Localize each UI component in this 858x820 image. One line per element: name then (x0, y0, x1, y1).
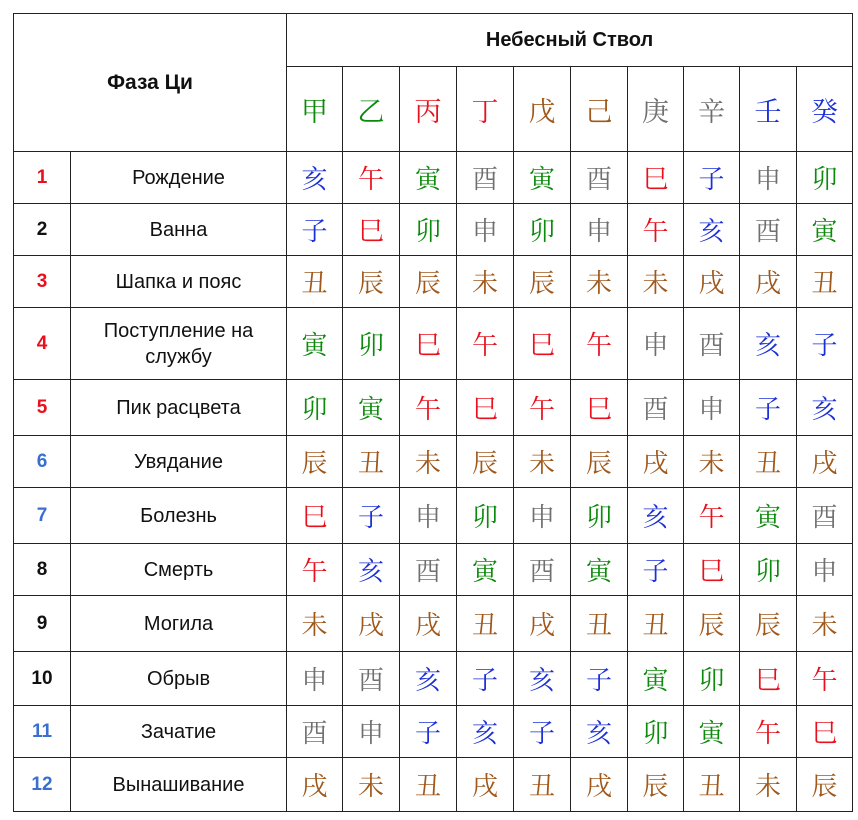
branch-cell: 申 (628, 308, 684, 380)
branch-cell: 子 (628, 544, 684, 596)
branch-cell: 申 (571, 204, 628, 256)
stem-cell: 壬 (740, 67, 797, 152)
branch-cell: 卯 (740, 544, 797, 596)
branch-cell: 戌 (684, 256, 740, 308)
branch-cell: 午 (287, 544, 343, 596)
branch-cell: 子 (571, 652, 628, 706)
branch-cell: 亥 (343, 544, 400, 596)
branch-cell: 子 (400, 706, 457, 758)
branch-cell: 卯 (571, 488, 628, 544)
branch-cell: 戌 (514, 596, 571, 652)
branch-cell: 巳 (343, 204, 400, 256)
stem-cell: 庚 (628, 67, 684, 152)
branch-cell: 巳 (457, 380, 514, 436)
heavenly-stem-header: Небесный Ствол (287, 14, 853, 67)
branch-cell: 辰 (343, 256, 400, 308)
branch-cell: 酉 (740, 204, 797, 256)
branch-cell: 午 (628, 204, 684, 256)
table-row (14, 380, 853, 436)
branch-cell: 巳 (287, 488, 343, 544)
phase-name: Смерть (71, 544, 287, 596)
table-row (14, 204, 853, 256)
branch-cell: 巳 (740, 652, 797, 706)
phase-name: Пик расцвета (71, 380, 287, 436)
branch-cell: 巳 (400, 308, 457, 380)
branch-cell: 戌 (571, 758, 628, 812)
branch-cell: 卯 (684, 652, 740, 706)
branch-cell: 午 (343, 152, 400, 204)
branch-cell: 子 (797, 308, 853, 380)
phase-name: Ванна (71, 204, 287, 256)
branch-cell: 子 (343, 488, 400, 544)
phase-number: 12 (14, 758, 71, 812)
branch-cell: 戌 (628, 436, 684, 488)
table-row (14, 596, 853, 652)
stem-cell: 甲 (287, 67, 343, 152)
branch-cell: 午 (514, 380, 571, 436)
branch-cell: 丑 (343, 436, 400, 488)
phase-name: Шапка и пояс (71, 256, 287, 308)
branch-cell: 亥 (740, 308, 797, 380)
branch-cell: 卯 (400, 204, 457, 256)
branch-cell: 辰 (457, 436, 514, 488)
branch-cell: 酉 (287, 706, 343, 758)
branch-cell: 子 (287, 204, 343, 256)
branch-cell: 亥 (571, 706, 628, 758)
branch-cell: 亥 (797, 380, 853, 436)
branch-cell: 辰 (571, 436, 628, 488)
phase-number: 4 (14, 308, 71, 380)
table-row (14, 308, 853, 380)
branch-cell: 亥 (457, 706, 514, 758)
branch-cell: 寅 (400, 152, 457, 204)
table-row (14, 256, 853, 308)
stem-cell: 辛 (684, 67, 740, 152)
branch-cell: 丑 (628, 596, 684, 652)
branch-cell: 亥 (400, 652, 457, 706)
branch-cell: 未 (740, 758, 797, 812)
branch-cell: 子 (514, 706, 571, 758)
branch-cell: 卯 (628, 706, 684, 758)
branch-cell: 辰 (514, 256, 571, 308)
branch-cell: 酉 (457, 152, 514, 204)
branch-cell: 酉 (514, 544, 571, 596)
branch-cell: 酉 (797, 488, 853, 544)
branch-cell: 巳 (571, 380, 628, 436)
branch-cell: 寅 (740, 488, 797, 544)
branch-cell: 丑 (571, 596, 628, 652)
branch-cell: 戌 (343, 596, 400, 652)
branch-cell: 午 (457, 308, 514, 380)
table-row (14, 544, 853, 596)
branch-cell: 卯 (797, 152, 853, 204)
branch-cell: 午 (740, 706, 797, 758)
branch-cell: 丑 (740, 436, 797, 488)
branch-cell: 申 (287, 652, 343, 706)
phase-name: Поступление на службу (71, 308, 287, 380)
branch-cell: 丑 (514, 758, 571, 812)
branch-cell: 未 (514, 436, 571, 488)
branch-cell: 寅 (343, 380, 400, 436)
branch-cell: 卯 (343, 308, 400, 380)
stem-cell: 癸 (797, 67, 853, 152)
branch-cell: 巳 (684, 544, 740, 596)
branch-cell: 亥 (287, 152, 343, 204)
branch-cell: 寅 (684, 706, 740, 758)
branch-cell: 申 (740, 152, 797, 204)
branch-cell: 亥 (684, 204, 740, 256)
branch-cell: 卯 (514, 204, 571, 256)
table-row (14, 436, 853, 488)
phase-number: 1 (14, 152, 71, 204)
table-row (14, 152, 853, 204)
phase-number: 3 (14, 256, 71, 308)
branch-cell: 寅 (287, 308, 343, 380)
branch-cell: 巳 (628, 152, 684, 204)
branch-cell: 子 (457, 652, 514, 706)
branch-cell: 申 (343, 706, 400, 758)
phase-number: 11 (14, 706, 71, 758)
branch-cell: 未 (684, 436, 740, 488)
table-row (14, 758, 853, 812)
branch-cell: 申 (400, 488, 457, 544)
phase-name: Обрыв (71, 652, 287, 706)
branch-cell: 辰 (684, 596, 740, 652)
branch-cell: 午 (571, 308, 628, 380)
branch-cell: 丑 (797, 256, 853, 308)
branch-cell: 酉 (343, 652, 400, 706)
branch-cell: 寅 (514, 152, 571, 204)
branch-cell: 申 (797, 544, 853, 596)
phase-header: Фаза Ци (14, 14, 287, 152)
branch-cell: 申 (684, 380, 740, 436)
phase-number: 2 (14, 204, 71, 256)
branch-cell: 巳 (514, 308, 571, 380)
phase-number: 6 (14, 436, 71, 488)
branch-cell: 申 (457, 204, 514, 256)
phase-number: 7 (14, 488, 71, 544)
phase-number: 5 (14, 380, 71, 436)
branch-cell: 子 (740, 380, 797, 436)
branch-cell: 未 (628, 256, 684, 308)
table-row (14, 488, 853, 544)
stem-cell: 乙 (343, 67, 400, 152)
branch-cell: 丑 (287, 256, 343, 308)
branch-cell: 未 (797, 596, 853, 652)
branch-cell: 酉 (571, 152, 628, 204)
phase-name: Увядание (71, 436, 287, 488)
branch-cell: 未 (287, 596, 343, 652)
stem-cell: 戊 (514, 67, 571, 152)
branch-cell: 未 (571, 256, 628, 308)
phase-name: Болезнь (71, 488, 287, 544)
branch-cell: 辰 (287, 436, 343, 488)
branch-cell: 辰 (740, 596, 797, 652)
branch-cell: 寅 (797, 204, 853, 256)
branch-cell: 寅 (571, 544, 628, 596)
branch-cell: 辰 (628, 758, 684, 812)
branch-cell: 寅 (628, 652, 684, 706)
branch-cell: 戌 (400, 596, 457, 652)
branch-cell: 酉 (400, 544, 457, 596)
phase-number: 10 (14, 652, 71, 706)
branch-cell: 未 (457, 256, 514, 308)
stem-cell: 丁 (457, 67, 514, 152)
branch-cell: 丑 (457, 596, 514, 652)
branch-cell: 丑 (684, 758, 740, 812)
branch-cell: 戌 (457, 758, 514, 812)
branch-cell: 戌 (797, 436, 853, 488)
table-row (14, 652, 853, 706)
stem-cell: 己 (571, 67, 628, 152)
branch-cell: 戌 (287, 758, 343, 812)
branch-cell: 午 (400, 380, 457, 436)
stem-cell: 丙 (400, 67, 457, 152)
branch-cell: 亥 (628, 488, 684, 544)
branch-cell: 巳 (797, 706, 853, 758)
branch-cell: 丑 (400, 758, 457, 812)
branch-cell: 卯 (457, 488, 514, 544)
branch-cell: 寅 (457, 544, 514, 596)
table-row (14, 706, 853, 758)
branch-cell: 午 (797, 652, 853, 706)
branch-cell: 戌 (740, 256, 797, 308)
branch-cell: 辰 (400, 256, 457, 308)
phase-name: Вынашивание (71, 758, 287, 812)
phase-number: 8 (14, 544, 71, 596)
branch-cell: 未 (343, 758, 400, 812)
qi-phase-table (13, 13, 853, 812)
phase-number: 9 (14, 596, 71, 652)
phase-name: Зачатие (71, 706, 287, 758)
phase-name: Могила (71, 596, 287, 652)
branch-cell: 酉 (684, 308, 740, 380)
branch-cell: 亥 (514, 652, 571, 706)
branch-cell: 未 (400, 436, 457, 488)
phase-name: Рождение (71, 152, 287, 204)
branch-cell: 酉 (628, 380, 684, 436)
branch-cell: 辰 (797, 758, 853, 812)
branch-cell: 卯 (287, 380, 343, 436)
branch-cell: 午 (684, 488, 740, 544)
branch-cell: 子 (684, 152, 740, 204)
table-body (14, 152, 853, 812)
branch-cell: 申 (514, 488, 571, 544)
